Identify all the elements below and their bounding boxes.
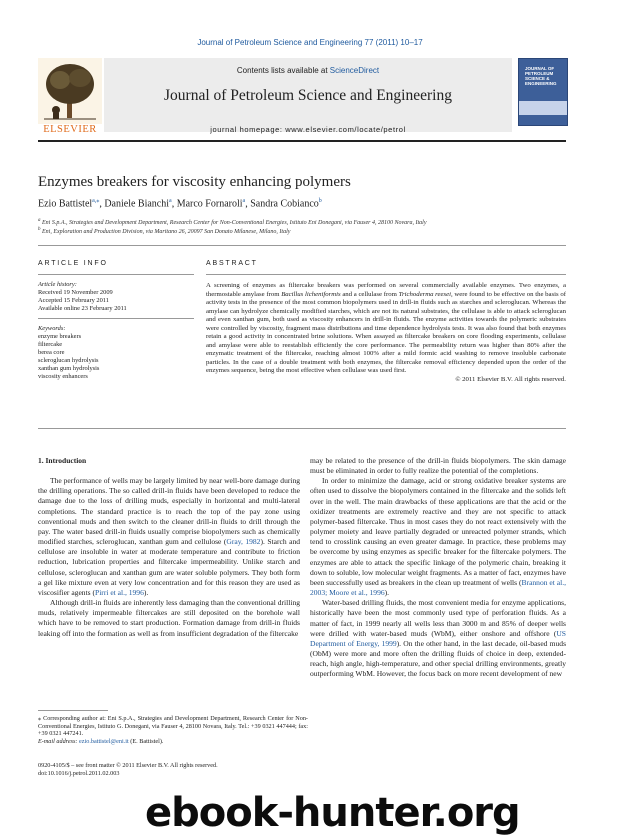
paragraph-text: ).	[384, 588, 390, 598]
author-name[interactable]: Marco Fornaroli	[176, 198, 243, 210]
corresponding-author-footnote	[38, 715, 308, 745]
paragraph-text: ). On the other hand, in the last decade, oil-based muds (ObM) were more and more often the drilling fluids of choice in deep, extended-reach, high angle, high-temperature, and other special drilling environments, greatly outperforming WbM. However, the focus back on more recent development of new	[310, 638, 567, 679]
keyword-item: xanthan gum hydrolysis	[38, 365, 100, 372]
author-affiliation-marker[interactable]: b	[318, 198, 322, 204]
body-left-column	[38, 456, 300, 639]
affiliation-a-marker: a	[38, 218, 41, 223]
paragraph	[310, 476, 566, 598]
history-label: Article history:	[38, 281, 77, 288]
journal-citation[interactable]: Journal of Petroleum Science and Engineering 77 (2011) 10–17	[197, 38, 423, 47]
history-online: Available online 23 February 2011	[38, 305, 127, 312]
article-title: Enzymes breakers for viscosity enhancing polymers	[38, 174, 351, 190]
author-affiliation-marker[interactable]: a	[242, 198, 246, 204]
author-affiliation-marker[interactable]: a	[169, 198, 172, 204]
elsevier-logo	[38, 58, 102, 136]
copyright-notice: © 2011 Elsevier B.V. All rights reserved.	[455, 376, 566, 384]
issn-line: 0920-4105/$ – see front matter © 2011 Elsevier B.V. All rights reserved.	[38, 762, 218, 769]
author-list	[38, 197, 322, 209]
author-separator: ,	[99, 198, 105, 210]
journal-homepage[interactable]: journal homepage: www.elsevier.com/locate/petrol	[210, 125, 406, 134]
keyword-item: filtercake	[38, 341, 63, 348]
abstract-part: A screening of enzymes as filtercake breakers was performed on several commercially available enzymes. Two enzymes, a thermostable amylase from	[206, 282, 566, 298]
paragraph-text: ). Starch and cellulose are insoluble in water at moderate temperature and contribute to friction reduction, lubrication properties and filtercake impermeability. Unlike starch and cellulose, scleroglucan and xanthan gum are water soluble polymers. They both form a gel like mixture even at very low concentration and for this reason they are used as viscosifier agents (	[38, 537, 300, 597]
article-history	[38, 281, 127, 313]
contents-prefix: Contents lists available at	[236, 66, 330, 75]
section-heading: 1. Introduction	[38, 456, 87, 465]
keyword-item: berea core	[38, 349, 65, 356]
affiliation-b	[38, 227, 290, 235]
history-received: Received 19 November 2009	[38, 289, 113, 296]
paragraph	[310, 598, 566, 679]
footnote-rule	[38, 710, 108, 711]
author-email-link[interactable]: ezio.battistel@eni.it	[79, 737, 129, 745]
author-name[interactable]: Daniele Bianchi	[104, 198, 170, 210]
affiliation-b-text: Eni, Exploration and Production Division, via Maritano 26, 20097 San Donato Milanese, Milano, Italy	[42, 229, 291, 235]
paragraph: Although drill-in fluids are inherently less damaging than the conventional drilling muds, relatively impermeable filtercakes are still deposited on the borehole wall which have to be removed to start production. Formation damage from drill-in fluids leaking off into the formation as well as from insufficient degradation of the filtercake	[38, 598, 300, 638]
cover-title: JOURNAL OF PETROLEUM SCIENCE & ENGINEERING	[525, 66, 557, 86]
article-info-rule	[38, 274, 194, 275]
abstract-part: and a cellulase from	[340, 290, 399, 298]
abstract-rule	[206, 274, 566, 275]
keyword-item: enzyme breakers	[38, 333, 82, 340]
watermark-text: ebook-hunter.org	[145, 790, 520, 836]
abstract-text	[206, 282, 566, 385]
doi-link[interactable]: doi:10.1016/j.petrol.2011.02.003	[38, 770, 120, 777]
author-name[interactable]: Ezio Battistel	[38, 198, 93, 210]
paragraph-text: In order to minimize the damage, acid or strong oxidative breaker systems are often used to dissolve the biopolymers contained in the filtercake and the solids left over in the well. The main drawbacks of these applications are that the acid or the oxidizer treatments are extremely reactive and they are not specific to attack polymer-based filtercake. Thus in most cases they do not react extensively with the polymer moiety and leave partially degraded or unreacted polymer strands, which tend to crosslink causing an even greater damage. In practice, these problems may be overcome by using enzymes as specific breaker for the filtercake polymers. The enzymes are able to attack the specific linkage of the polymeric chain, breaking it down to soluble, low molecular weight fragments. As a matter of fact, enzymes have been successfully used as breakers in the clean up treatment of wells (	[310, 476, 566, 587]
paragraph-text: ).	[143, 587, 149, 597]
affiliation-b-marker: b	[38, 227, 41, 232]
footnote-text: ⁎ Corresponding author at: Eni S.p.A., Strategies and Development Department, Research Center for Non-Conventional Energies, Istituto G. Donegani, via Fauser 4, 28100 Novara, Italy. Tel.: +39 0321 447444; fax: +39 0321 447241.	[38, 715, 308, 738]
paragraph	[38, 476, 300, 598]
footnote-email-line	[38, 738, 308, 746]
author-separator: ,	[245, 198, 251, 210]
paragraph: may be related to the presence of the drill-in fluids biopolymers. The skin damage must be eliminated in order to fully realize the potential of the completions.	[310, 456, 566, 476]
species-name: Bacillus licheniformis	[281, 290, 341, 298]
body-right-column	[310, 456, 566, 679]
sciencedirect-link[interactable]: ScienceDirect	[329, 66, 380, 75]
journal-title: Journal of Petroleum Science and Engineering	[164, 87, 452, 104]
author-separator: ,	[171, 198, 177, 210]
history-accepted: Accepted 15 February 2011	[38, 297, 109, 304]
paragraph-text: The performance of wells may be largely limited by near well-bore damage during the drilling operations. The so called drill-in fluids have been developed to reduce the damage due to the loss of drilling muds, especially in horizontal and multi-lateral completions. The standard practice is to reach the top of the pay zone using conventional muds and then switch to the cleaner drill-in fluids to drill through the pay. The water based drill-in fluids usually comprise biopolymers such as chemically modified starches, scleroglucan, xanthan gum and cellulose (	[38, 476, 300, 547]
affiliation-a-text: Eni S.p.A., Strategies and Development Department, Research Center for Non-Conventional Energies, Istituto Eni Donegani, via Fauser 4, 28100 Novara, Italy	[42, 220, 427, 226]
paragraph-text: Water-based drilling fluids, the most convenient media for enzyme applications, historically have been the most commonly used type of perforation fluids. As a matter of fact, in 1999 nearly all wells less than 3000 m and 85% of deeper wells were drilled with water-based muds (WbM), either onshore and offshore (	[310, 598, 566, 638]
page-footer	[38, 762, 218, 778]
citation-link[interactable]: Pirri et al., 1996	[95, 587, 144, 597]
header-rule	[38, 140, 566, 142]
email-label: E-mail address:	[38, 737, 80, 745]
elsevier-wordmark: ELSEVIER	[43, 124, 97, 135]
article-info-heading: ARTICLE INFO	[38, 260, 108, 267]
abstract-bottom-rule	[38, 428, 566, 429]
keywords-label: Keywords:	[38, 325, 66, 332]
keyword-item: viscosity enhancers	[38, 373, 88, 380]
author-affiliation-marker[interactable]: a,⁎	[92, 198, 100, 204]
abstract-heading: ABSTRACT	[206, 260, 258, 267]
species-name: Trichoderma reesei	[398, 290, 451, 298]
citation-link[interactable]: US Department of Energy, 1999	[310, 628, 566, 648]
citation-link[interactable]: Brannon et al., 2003; Moore et al., 1996	[310, 577, 566, 598]
affiliation-a	[38, 218, 427, 226]
title-rule	[38, 245, 566, 246]
history-rule	[38, 318, 194, 319]
author-name[interactable]: Sandra Cobianco	[250, 198, 319, 210]
cover-stripe	[519, 101, 567, 115]
keywords-block	[38, 325, 99, 381]
contents-line	[104, 66, 512, 75]
keyword-item: scleroglucan hydrolysis	[38, 357, 99, 364]
journal-cover-thumbnail	[518, 58, 568, 126]
email-suffix: (E. Battistel).	[128, 737, 164, 745]
citation-link[interactable]: Gray, 1982	[226, 537, 261, 547]
abstract-part: , were found to be effective on the basis of activity tests in the presence of the most common biopolymers used in drill-in fluids such as starches and scleroglucan. Whereas the amylase can hydrolyze chemically modified starches, which are not its natural substrates, the cellulase is able to attack scleroglucan and even xanthan gum, both used as viscosity enhancers in drill-in fluids. The enzyme activities towards the polymeric substrates were controlled by viscosity, fragment mass distributions and time dependence hydrolysis tests. It was also found that both enzymes retain a good activity in concentrated brine solutions. When assayed as filtercake breakers on core flooding experiments, cellulase and amylase were able to reestablish efficiently the core performance. The permeability return was higher than 80% after the enzymatic treatment of the filtercake, reaching almost 100% after a mild formic acid washing to remove insoluble carbonate particles. In the case of a double treatment with both enzymes, the filtercake removal efficiency depended upon the order of the enzymes sequence, being the most effective when cellulase was used first.	[206, 290, 566, 375]
